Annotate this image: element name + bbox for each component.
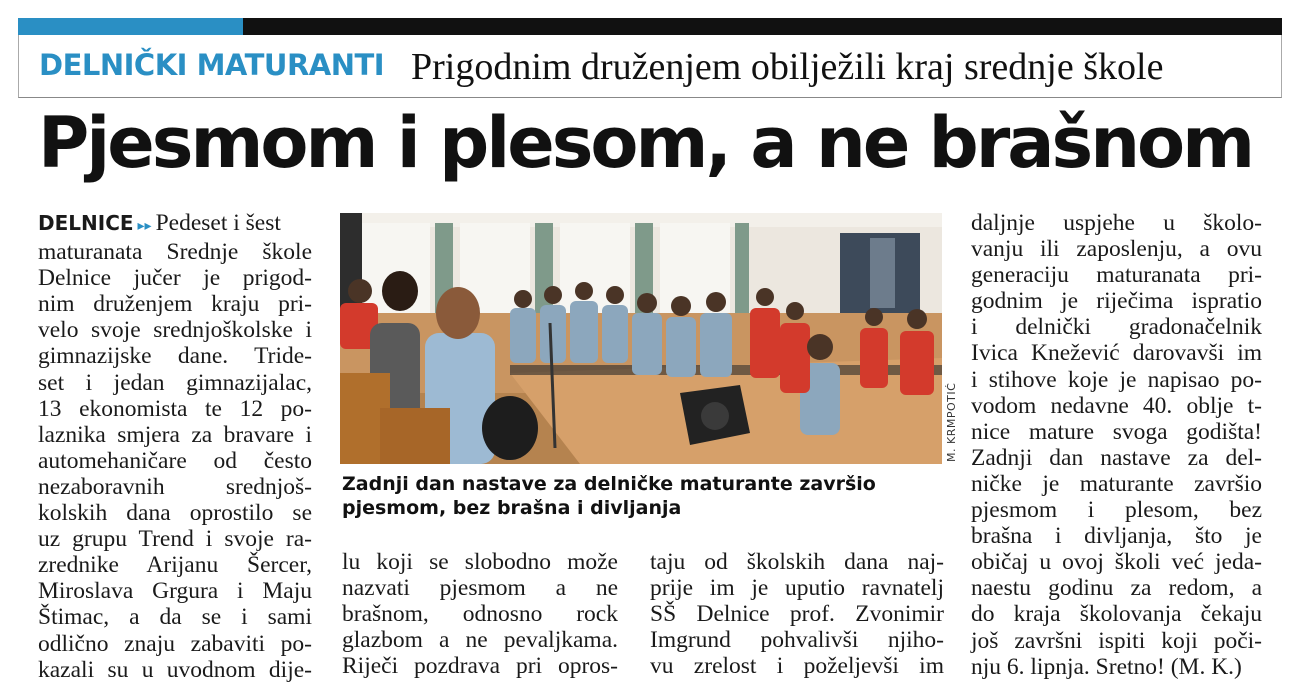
caption-line: Zadnji dan nastave za delničke maturante završio: [342, 473, 876, 495]
text-line: kazali su u uvodnom dije-: [38, 656, 312, 683]
text-line: do kraja školovanja čekaju: [971, 601, 1262, 628]
text-line: i delnički gradonačelnik: [971, 314, 1262, 341]
text-line: velo svoje srednjoškolske i: [38, 317, 312, 344]
text-line: brašna i divljanja, što je: [971, 523, 1262, 550]
text-line: Štimac, a da se i sami: [38, 604, 312, 631]
text-line: vanju ili zaposlenju, a ovu: [971, 236, 1262, 263]
subheadline: Prigodnim druženjem obilježili kraj srednje škole: [411, 46, 1164, 88]
double-arrow-icon: ▸▸: [137, 218, 152, 234]
text-line: taju od školskih dana naj-: [650, 549, 944, 575]
dateline: DELNICE: [38, 211, 134, 235]
photo-credit: [945, 382, 959, 562]
text-line: Imgrund pohvalivši njiho-: [650, 627, 944, 654]
caption-line: pjesmom, bez brašna i divljanja: [342, 497, 682, 519]
text-line: nju 6. lipnja. Sretno! (M. K.): [971, 653, 1242, 680]
header-rule-accent: [18, 18, 243, 35]
text-line: Miroslava Grgura i Maju: [38, 578, 312, 605]
text-line: zrednike Arijanu Šercer,: [38, 552, 312, 579]
text-line: godnim je riječima ispratio: [971, 288, 1262, 315]
text-line: pjesmom i plesom, bez: [971, 497, 1262, 524]
text-line: još završni ispiti koji poči-: [971, 627, 1262, 654]
headline: Pjesmom i plesom, a ne brašnom: [38, 102, 1253, 184]
text-line: ničke je maturante završio: [971, 470, 1262, 497]
photo-credit-text: M. KRMPOTIĆ: [945, 382, 958, 462]
students-singing-photo: [340, 213, 942, 464]
photo-caption: [342, 472, 942, 520]
article-column-2: [342, 549, 618, 679]
article-column-4: [971, 210, 1262, 680]
text-line: odlično znaju zabaviti po-: [38, 630, 312, 657]
text-line: Riječi pozdrava pri opros-: [342, 653, 618, 680]
text-line: 13 ekonomista te 12 po-: [38, 395, 312, 422]
text-line: brašnom, odnosno rock: [342, 601, 618, 628]
text-line: prije im je uputio ravnatelj: [650, 575, 944, 602]
text-line: nezaboravnih srednjoš-: [38, 473, 312, 500]
kicker-row: [18, 35, 1282, 98]
text-line: Delnice jučer je prigod-: [38, 265, 312, 292]
text-line: generaciju maturanata pri-: [971, 262, 1262, 289]
text-line-content: Pedeset i šest: [155, 210, 281, 236]
text-line: lu koji se slobodno može: [342, 549, 618, 575]
text-line: laznika smjera za bravare i: [38, 421, 312, 448]
text-line: [38, 210, 312, 239]
section-kicker: DELNIČKI MATURANTI: [39, 48, 385, 82]
text-line: nim druženjem kraju pri-: [38, 291, 312, 318]
text-line: SŠ Delnice prof. Zvonimir: [650, 601, 944, 628]
text-line: gimnazijske dane. Tride-: [38, 343, 312, 370]
article-column-3: [650, 549, 944, 679]
text-line: uz grupu Trend i svoje ra-: [38, 526, 312, 553]
header-rule: [18, 18, 1282, 35]
text-line: vu zrelost i poželjevši im: [650, 653, 944, 680]
text-line: Ivica Knežević darovavši im: [971, 340, 1262, 367]
article-column-1: [38, 210, 312, 683]
text-line: glazbom a ne pevaljkama.: [342, 627, 618, 654]
text-line: maturanata Srednje škole: [38, 239, 312, 266]
text-line: automehaničare od često: [38, 447, 312, 474]
text-line: i stihove koje je napisao po-: [971, 366, 1262, 393]
text-line: kolskih dana oprostilo se: [38, 500, 312, 527]
text-line: nice mature svoga godišta!: [971, 418, 1262, 445]
article-photo: [340, 213, 942, 464]
text-line: nazvati pjesmom a ne: [342, 575, 618, 602]
text-line: običaj u ovoj školi već jeda-: [971, 549, 1262, 576]
text-line: Zadnji dan nastave za del-: [971, 444, 1262, 471]
text-line: set i jedan gimnazijalac,: [38, 369, 312, 396]
text-line: daljnje uspjehe u školo-: [971, 210, 1262, 236]
text-line: naestu godinu za redom, a: [971, 575, 1262, 602]
text-line: vodom nedavne 40. oblje t-: [971, 392, 1262, 419]
